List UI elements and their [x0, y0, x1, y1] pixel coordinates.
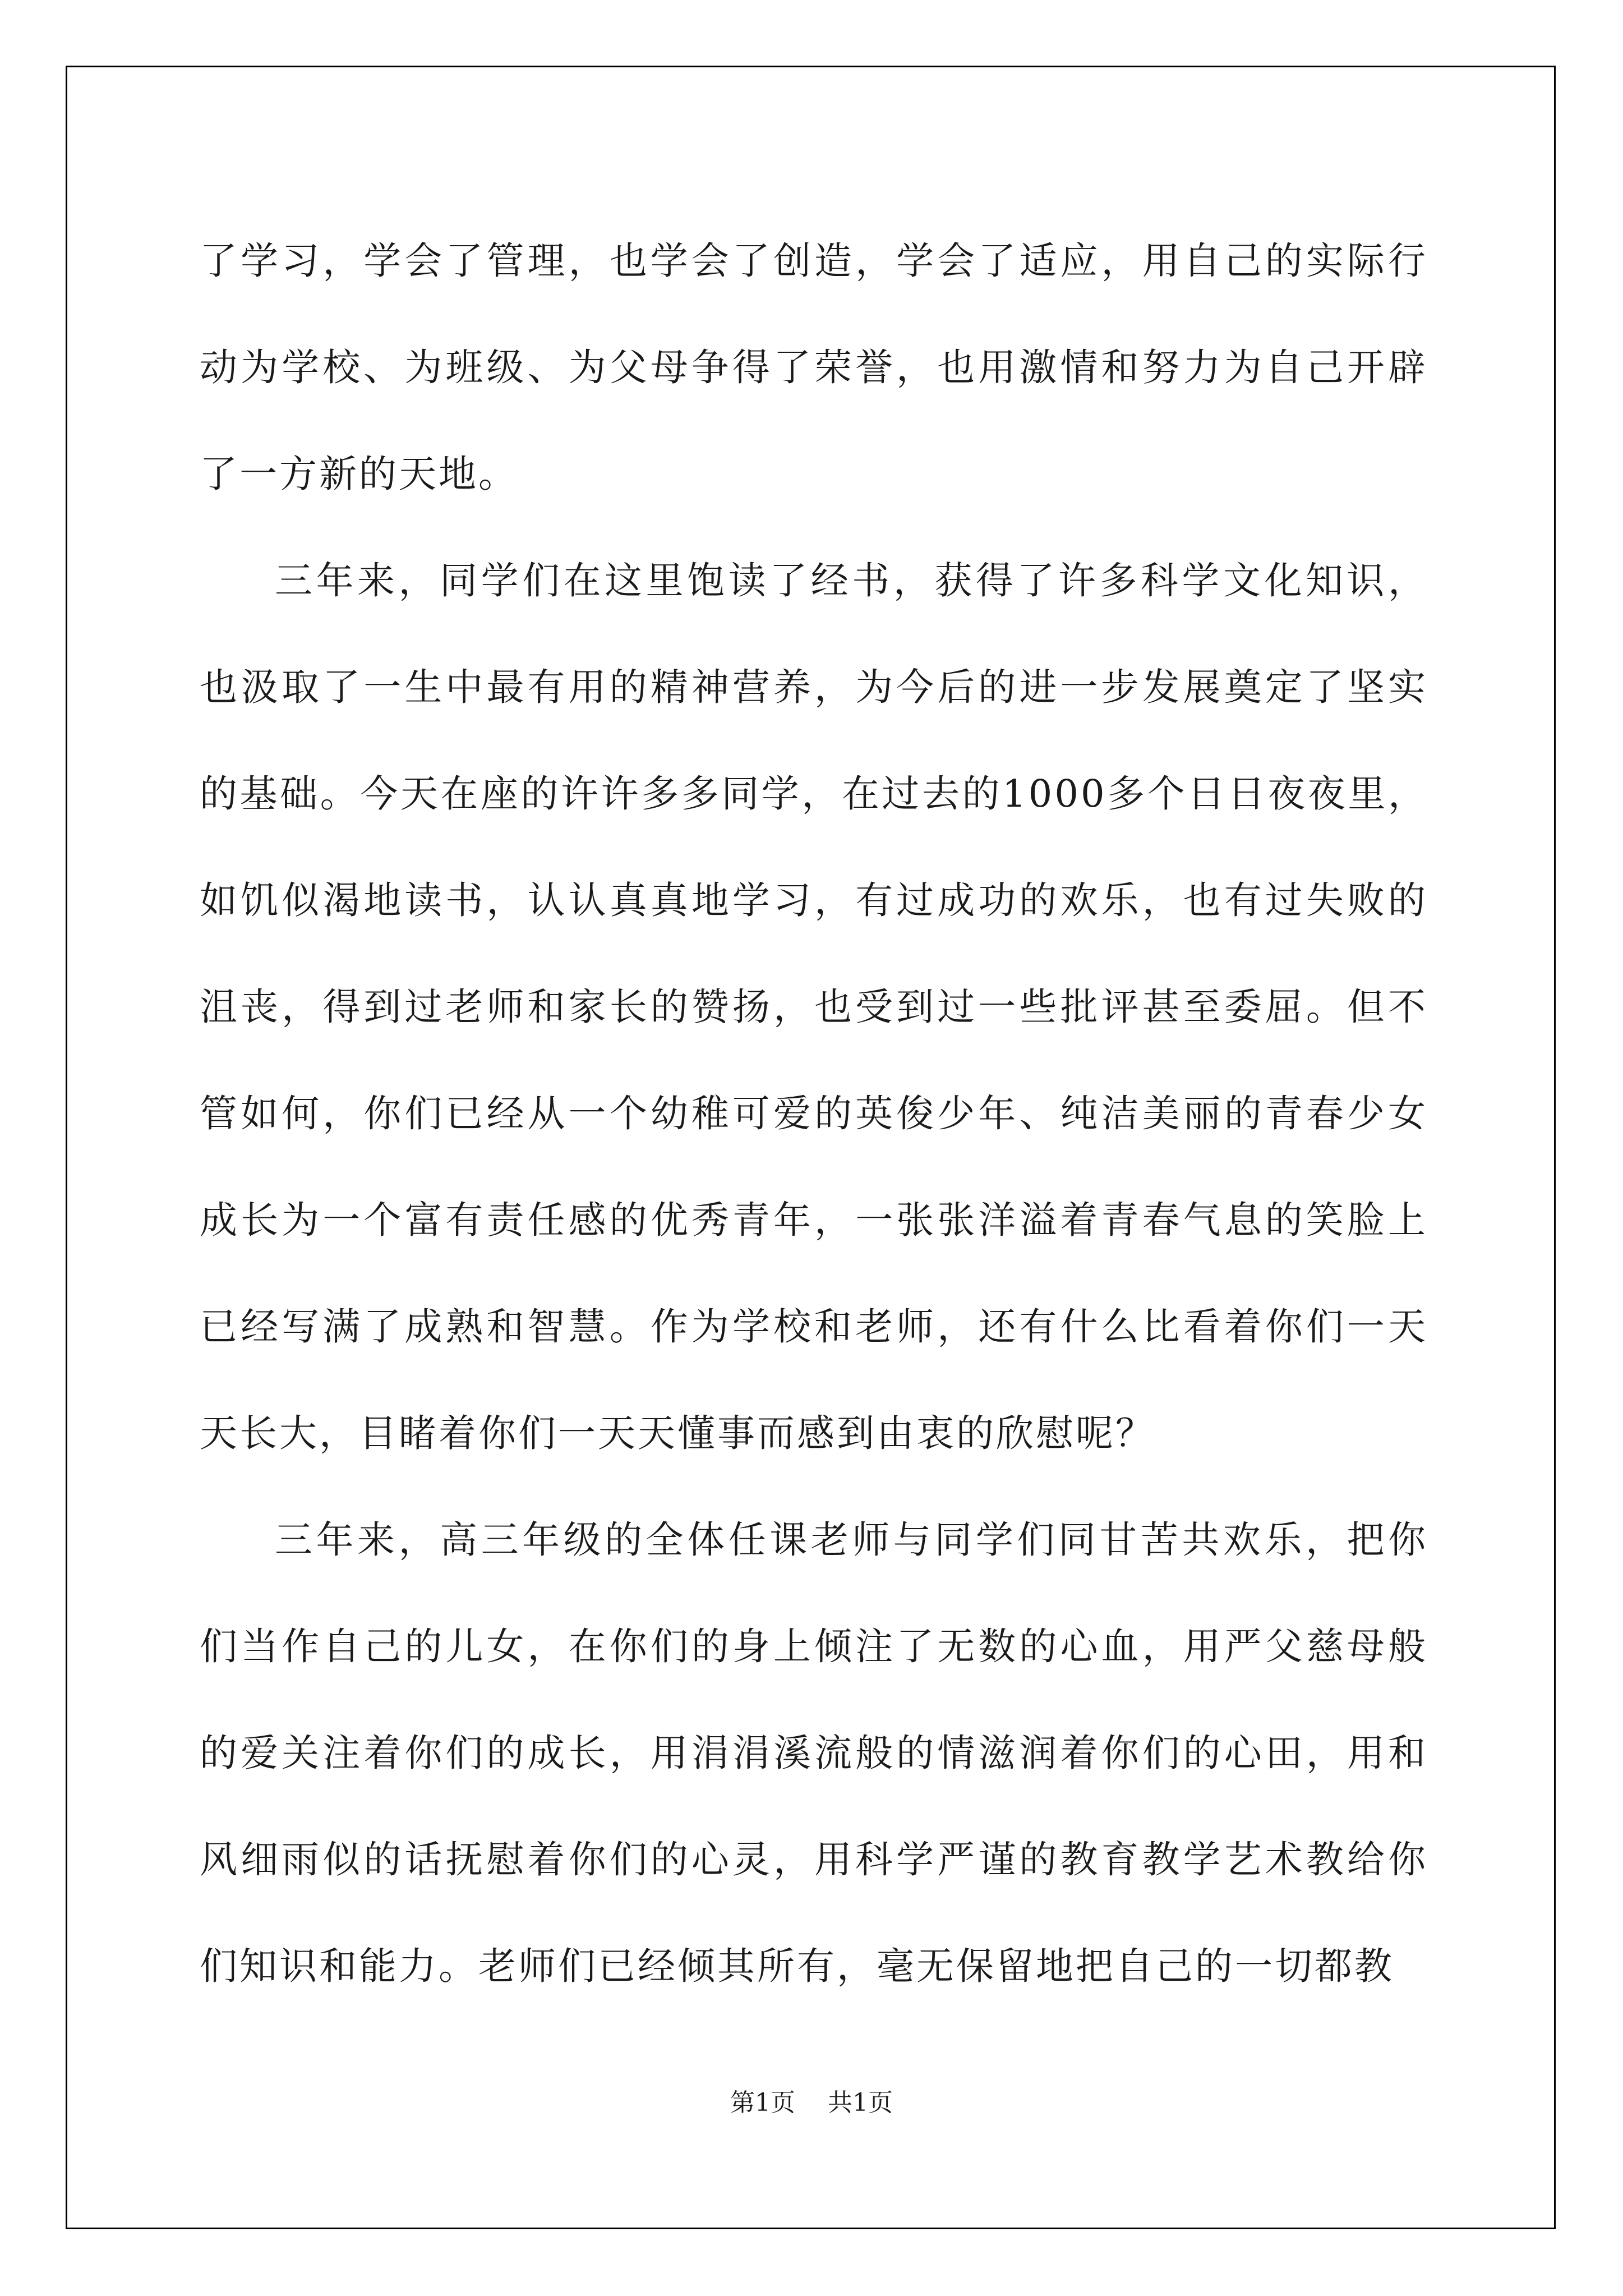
page-number-current: 第1页 — [730, 2088, 795, 2117]
paragraph-three-years-teachers: 三年来，高三年级的全体任课老师与同学们同甘苦共欢乐，把你们当作自己的儿女，在你们的身上倾注了无数的心血，用严父慈母般的爱关注着你们的成长，用涓涓溪流般的情滋润着你们的心田，用和风细雨似的话抚慰着你们的心灵，用科学严谨的教育教学艺术教给你们知识和能力。老师们已经倾其所有，毫无保留地把自己的一切都教 — [200, 1518, 1428, 1988]
paragraph-three-years-study: 三年来，同学们在这里饱读了经书，获得了许多科学文化知识，也汲取了一生中最有用的精神营养，为今后的进一步发展奠定了坚实的基础。今天在座的许许多多同学，在过去的1000多个日日夜夜里，如饥似渴地读书，认认真真地学习，有过成功的欢乐，也有过失败的沮丧，得到过老师和家长的赞扬，也受到过一些批评甚至委屈。但不管如何，你们已经从一个幼稚可爱的英俊少年、纯洁美丽的青春少女成长为一个富有责任感的优秀青年，一张张洋溢着青春气息的笑脸上已经写满了成熟和智慧。作为学校和老师，还有什么比看着你们一天天长大，目睹着你们一天天懂事而感到由衷的欣慰呢？ — [200, 559, 1428, 1455]
document-body — [200, 208, 1428, 2019]
page-number-total: 共1页 — [828, 2088, 893, 2117]
page-footer — [0, 2082, 1623, 2118]
paragraph-continuation: 了学习，学会了管理，也学会了创造，学会了适应，用自己的实际行动为学校、为班级、为父母争得了荣誉，也用激情和努力为自己开辟了一方新的天地。 — [200, 239, 1428, 496]
